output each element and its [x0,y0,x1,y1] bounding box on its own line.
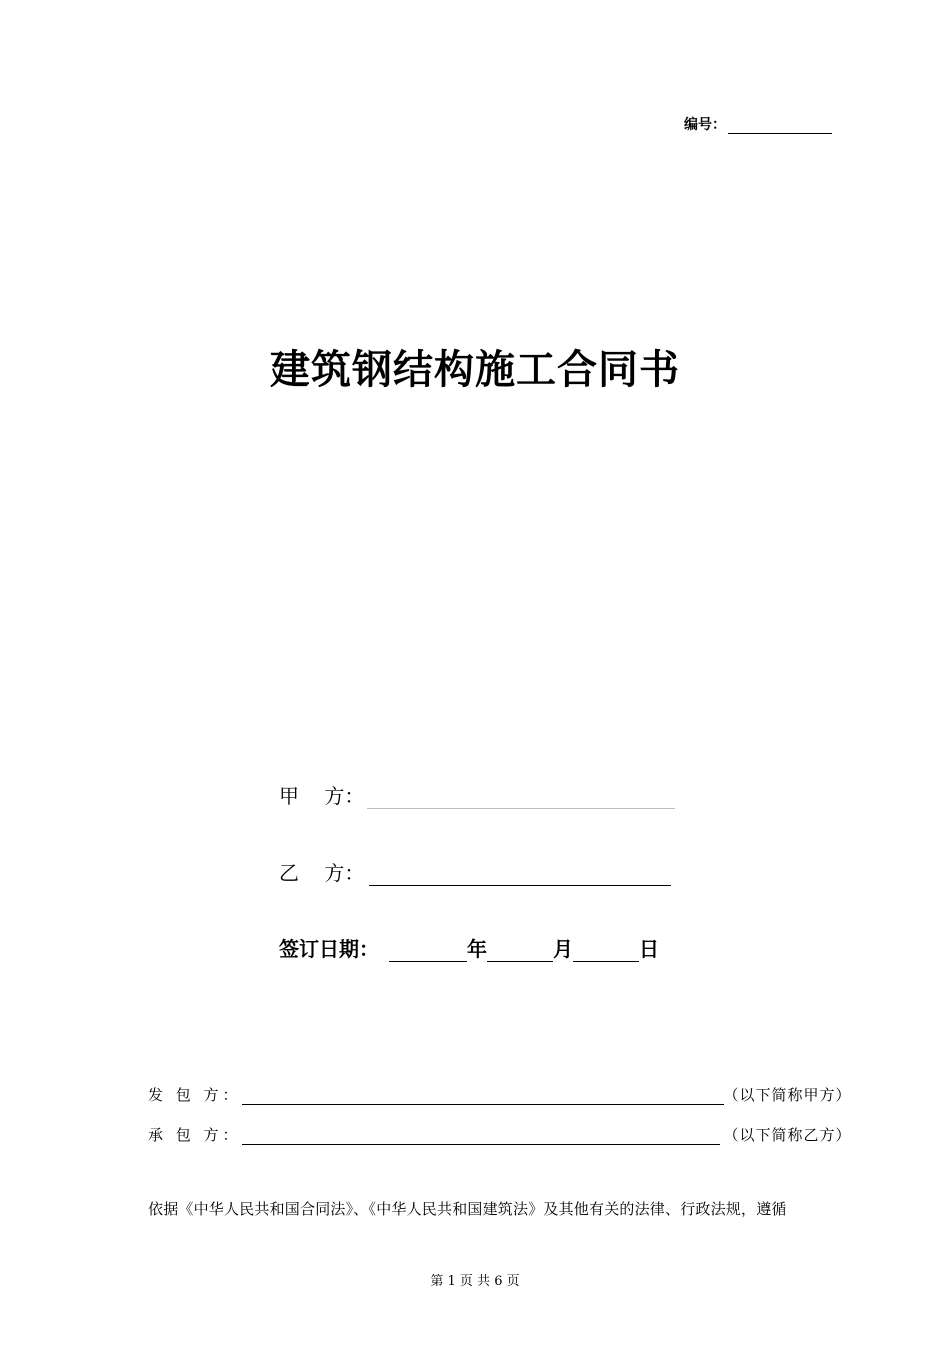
party-a-row [279,780,675,809]
body-paragraph: 依据《中华人民共和国合同法》、《中华人民共和国建筑法》及其他有关的法律、行政法规，遵循 [148,1200,787,1218]
party-b-row [279,857,671,886]
signing-day-field[interactable] [573,941,639,962]
issuer-field[interactable] [242,1089,724,1105]
page-footer: 第 1 页 共 6 页 [430,1274,520,1289]
contract-number-field[interactable] [728,117,832,134]
signing-year-field[interactable] [389,941,467,962]
document-title: 建筑钢结构施工合同书 [270,346,680,393]
month-label: 月 [553,937,573,961]
party-a-field[interactable] [367,788,675,809]
party-b-field[interactable] [369,865,671,886]
signing-month-field[interactable] [487,941,553,962]
issuer-label: 发 包 方： [148,1086,242,1104]
issuer-row [148,1084,852,1105]
contract-number [684,114,832,134]
signing-date-label: 签订日期： [279,937,379,961]
issuer-suffix: （以下简称甲方） [723,1086,852,1104]
contractor-row [148,1124,852,1145]
contractor-suffix: （以下简称乙方） [723,1126,852,1144]
party-a-label: 甲 方： [279,784,365,808]
contractor-label: 承 包 方： [148,1126,242,1144]
party-b-label: 乙 方： [279,861,365,885]
signing-date-row [279,933,659,962]
contract-number-label: 编号： [684,117,726,133]
contractor-field[interactable] [242,1129,720,1145]
day-label: 日 [639,937,659,961]
year-label: 年 [467,937,487,961]
